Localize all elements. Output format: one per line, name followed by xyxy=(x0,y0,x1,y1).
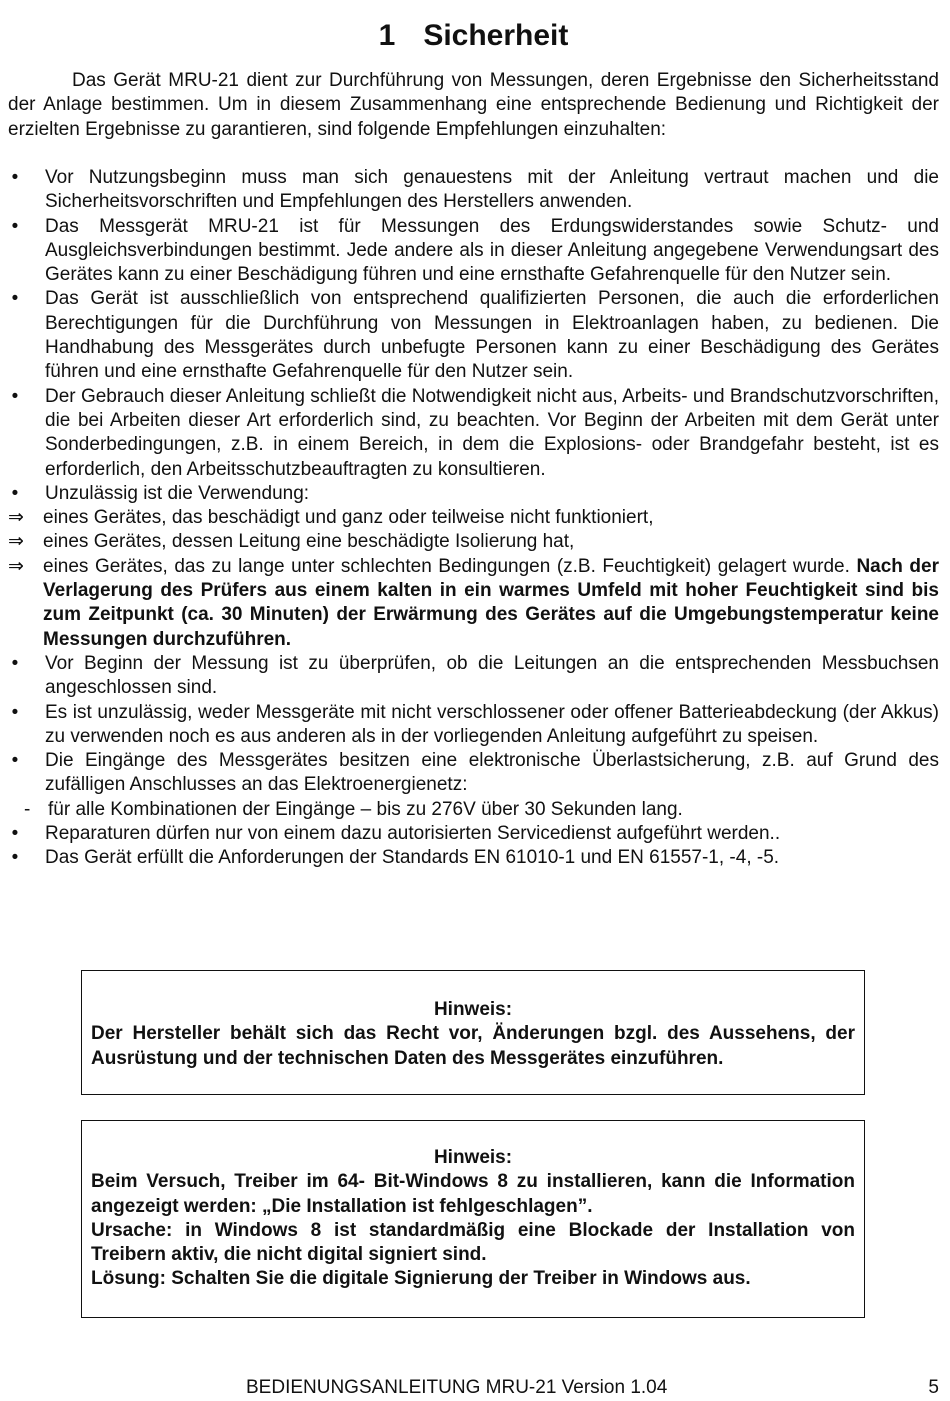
safety-list xyxy=(8,166,939,871)
arrow-icon: ⇒ xyxy=(8,555,24,577)
bullet-icon: • xyxy=(11,215,19,237)
list-item: • Reparaturen dürfen nur von einem dazu autorisierten Servicedienst aufgeführt werden.. xyxy=(8,822,939,846)
bullet-icon: • xyxy=(11,847,19,869)
usage-item: ⇒ eines Gerätes, dessen Leitung eine beschädigte Isolierung hat, xyxy=(8,530,939,554)
usage-item: ⇒ eines Gerätes, das zu lange unter schlechten Bedingungen (z.B. Feuchtigkeit) gelagert wurde. Nach der Verlagerung des Prüfers aus einem kalten in ein warmes Umfeld mit hoher Feuchtigkeit sind bis zum Zeitpunkt (ca. 30 Minuten) der Erwärmung des Gerätes auf die Umgebungstemperatur keine Messungen durchzuführen. xyxy=(8,555,939,650)
note-box-manufacturer xyxy=(81,970,865,1095)
usage-item: ⇒ eines Gerätes, das beschädigt und ganz oder teilweise nicht funktioniert, xyxy=(8,506,939,530)
bullet-icon: • xyxy=(11,823,19,845)
arrow-icon: ⇒ xyxy=(8,531,24,553)
note-text-solution: Lösung: Schalten Sie die digitale Signierung der Treiber in Windows aus. xyxy=(91,1268,751,1290)
bullet-icon: • xyxy=(11,652,19,674)
intro-paragraph xyxy=(8,69,939,142)
list-item: • Das Gerät erfüllt die Anforderungen der Standards EN 61010-1 und EN 61557-1, -4, -5. xyxy=(8,846,939,870)
list-item: • Vor Nutzungsbeginn muss man sich genauestens mit der Anleitung vertraut machen und die Sicherheitsvorschriften und Empfehlungen des Herstellers anwenden. xyxy=(8,166,939,215)
note-box-windows xyxy=(81,1120,865,1318)
list-item: • Vor Beginn der Messung ist zu überprüfen, ob die Leitungen an die entsprechenden Messbuchsen angeschlossen sind. xyxy=(8,652,939,701)
note-title: Hinweis: xyxy=(433,1147,513,1168)
arrow-icon: ⇒ xyxy=(8,507,24,529)
bullet-icon: • xyxy=(11,701,19,723)
bullet-icon: • xyxy=(11,288,19,310)
list-item: • Die Eingänge des Messgerätes besitzen eine elektronische Überlastsicherung, z.B. auf Grund des zufälligen Anschlusses an das Elektroenergienetz: - für alle Kombinationen der Eingänge – bis zu 276V über 30 Sekunden lang. xyxy=(8,749,939,822)
intro-text: Das Gerät MRU-21 dient zur Durchführung von Messungen, deren Ergebnisse den Sicherheitsstand der Anlage bestimmen. Um in diesem Zusammenhang eine entsprechende Bedienung und Richtigkeit der erzielten Ergebnisse zu garantieren, sind folgende Empfehlungen einzuhalten: xyxy=(8,70,939,140)
bullet-icon: • xyxy=(11,750,19,772)
note-text-cause: Ursache: in Windows 8 ist standardmäßig eine Blockade der Installation von Treibern aktiv, die nicht digital signiert sind. xyxy=(91,1219,855,1266)
bullet-icon: • xyxy=(11,167,19,188)
list-item: • Der Gebrauch dieser Anleitung schließt die Notwendigkeit nicht aus, Arbeits- und Brandschutzvorschriften, die bei Arbeiten dieser Art erforderlich sind, zu beachten. Vor Beginn der Arbeiten mit dem Gerät unter Sonderbedingungen, z.B. in einem Bereich, in dem die Explosions- oder Brandgefahr besteht, ist es erforderlich, den Arbeitsschutzbeauftragten zu konsultieren. xyxy=(8,385,939,482)
section-number: 1 xyxy=(378,19,396,52)
note-title: Hinweis: xyxy=(433,999,513,1020)
list-item: • Unzulässig ist die Verwendung: ⇒ eines Gerätes, das beschädigt und ganz oder teilweise nicht funktioniert, ⇒ eines Gerätes, dessen Leitung eine beschädigte Isolierung hat, ⇒ eines Gerätes, das zu lange unter schlechten Bedingungen (z.B. Feuchtigkeit) gelagert wurde. Nach der Verlagerung des Prüfers aus einem kalten in ein warmes Umfeld mit hoher Feuchtigkeit sind bis zum Zeitpunkt (ca. 30 Minuten) der Erwärmung des Gerätes auf die Umgebungstemperatur keine Messungen durchzuführen. xyxy=(8,482,939,652)
footer-document-title: BEDIENUNGSANLEITUNG MRU-21 Version 1.04 xyxy=(246,1377,668,1398)
list-item: • Das Messgerät MRU-21 ist für Messungen des Erdungswiderstandes sowie Schutz- und Ausgleichsverbindungen bestimmt. Jede andere als in dieser Anleitung angegebene Verwendungsart des Gerätes kann zu einer Beschädigung führen und eine ernsthafte Gefahrenquelle für den Nutzer sein. xyxy=(8,215,939,288)
section-heading xyxy=(8,16,939,56)
page-number: 5 xyxy=(928,1377,939,1398)
dash-icon: - xyxy=(24,798,31,820)
bullet-icon: • xyxy=(11,385,19,407)
usage-warning: Nach der Verlagerung des Prüfers aus einem kalten in ein warmes Umfeld mit hoher Feuchtigkeit sind bis zum Zeitpunkt (ca. 30 Minuten) der Erwärmung des Gerätes auf die Umgebungstemperatur keine Messungen durchzuführen. xyxy=(43,555,939,650)
list-item: • Das Gerät ist ausschließlich von entsprechend qualifizierten Personen, die auch die erforderlichen Berechtigungen für die Durchführung von Messungen in Elektroanlagen haben, zu bedienen. Die Handhabung des Messgerätes durch unbefugte Personen kann zu einer Beschädigung des Gerätes führen und eine ernsthafte Gefahrenquelle für den Nutzer sein. xyxy=(8,287,939,384)
bullet-icon: • xyxy=(11,482,19,504)
note-text: Der Hersteller behält sich das Recht vor, Änderungen bzgl. des Aussehens, der Ausrüstung und der technischen Daten des Messgerätes einzuführen. xyxy=(91,1023,855,1069)
input-protection-item: - für alle Kombinationen der Eingänge – bis zu 276V über 30 Sekunden lang. xyxy=(8,798,939,822)
note-text-install: Beim Versuch, Treiber im 64- Bit-Windows 8 zu installieren, kann die Information angezeigt werden: „Die Installation ist fehlgeschlagen”. xyxy=(91,1171,855,1217)
section-title: Sicherheit xyxy=(423,19,569,52)
list-item: • Es ist unzulässig, weder Messgeräte mit nicht verschlossener oder offener Batterieabdeckung (der Akkus) zu verwenden noch es aus anderen als in der vorliegenden Anleitung aufgeführt zu speisen. xyxy=(8,701,939,750)
